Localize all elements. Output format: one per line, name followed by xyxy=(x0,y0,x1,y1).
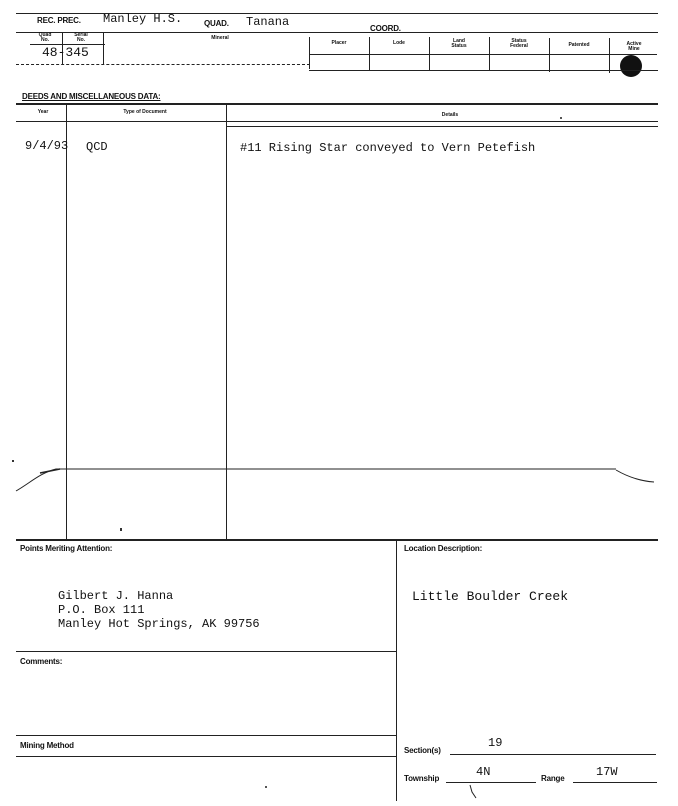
points-line-1: Gilbert J. Hanna xyxy=(58,589,174,603)
details-column-header: Details xyxy=(441,112,459,118)
col-divider xyxy=(549,38,550,72)
stray-dot xyxy=(560,117,562,119)
comments-label: Comments: xyxy=(20,657,63,666)
quad-label: QUAD. xyxy=(204,19,229,28)
rec-prec-value: Manley H.S. xyxy=(103,12,183,26)
col-divider xyxy=(103,32,104,64)
section-underline xyxy=(450,754,656,755)
deeds-header-rule xyxy=(16,121,658,122)
deed-row-year: 9/4/93 xyxy=(25,139,69,153)
stray-dot xyxy=(265,786,267,788)
deed-row-type: QCD xyxy=(86,140,108,154)
lower-center-divider xyxy=(396,539,397,801)
deeds-top-rule xyxy=(16,103,658,105)
mining-method-top-rule xyxy=(16,735,396,736)
lower-top-rule xyxy=(16,539,658,541)
quad-value: Tanana xyxy=(246,15,290,29)
points-line-2: P.O. Box 111 xyxy=(58,603,145,617)
type-column-header: Type of Document xyxy=(123,109,167,115)
range-label: Range xyxy=(541,774,565,783)
deed-row-details: #11 Rising Star conveyed to Vern Petefish xyxy=(240,141,536,155)
comments-top-rule xyxy=(16,651,396,652)
rec-prec-label: REC. PREC. xyxy=(37,16,81,25)
township-value: 4N xyxy=(476,765,491,779)
stray-dot xyxy=(12,460,14,462)
patented-header: Patented xyxy=(568,42,590,48)
mining-method-label: Mining Method xyxy=(20,741,74,750)
active-mine-header: Active Mine xyxy=(626,41,642,52)
year-column-header: Year xyxy=(37,109,49,115)
quad-no-value: 48-345 xyxy=(42,45,89,60)
serial-no-header: Serial No. xyxy=(74,32,88,43)
col-divider xyxy=(609,38,610,73)
land-status-header: Land Status xyxy=(451,38,467,49)
township-underline xyxy=(446,782,536,783)
location-description-label: Location Description: xyxy=(404,544,483,553)
page-fold-crease xyxy=(0,455,678,500)
active-mine-marked-dot xyxy=(620,55,642,77)
lode-header: Lode xyxy=(393,40,405,46)
points-meriting-attention-label: Points Meriting Attention: xyxy=(20,544,113,553)
status-row-rule xyxy=(309,54,657,55)
coord-label: COORD. xyxy=(370,24,401,33)
quad-no-header: Quad No. xyxy=(38,32,52,43)
location-description-value: Little Boulder Creek xyxy=(412,589,569,604)
deeds-section-title: DEEDS AND MISCELLANEOUS DATA: xyxy=(22,92,161,101)
placer-header: Placer xyxy=(331,40,347,46)
points-line-3: Manley Hot Springs, AK 99756 xyxy=(58,617,260,631)
mineral-header: Mineral xyxy=(211,35,229,41)
mining-method-bottom-rule xyxy=(16,756,396,757)
header-bottom-rule-right xyxy=(309,70,658,71)
header-bottom-rule xyxy=(16,64,310,65)
stray-pen-mark xyxy=(465,784,481,800)
township-label: Township xyxy=(404,774,440,783)
header-divider-rule xyxy=(16,32,658,33)
status-federal-header: Status Federal xyxy=(510,38,528,49)
range-value: 17W xyxy=(596,765,618,779)
details-header-rule xyxy=(226,126,658,127)
range-underline xyxy=(573,782,657,783)
section-value: 19 xyxy=(488,736,503,750)
section-label: Section(s) xyxy=(404,746,441,755)
stray-dot xyxy=(120,528,122,531)
